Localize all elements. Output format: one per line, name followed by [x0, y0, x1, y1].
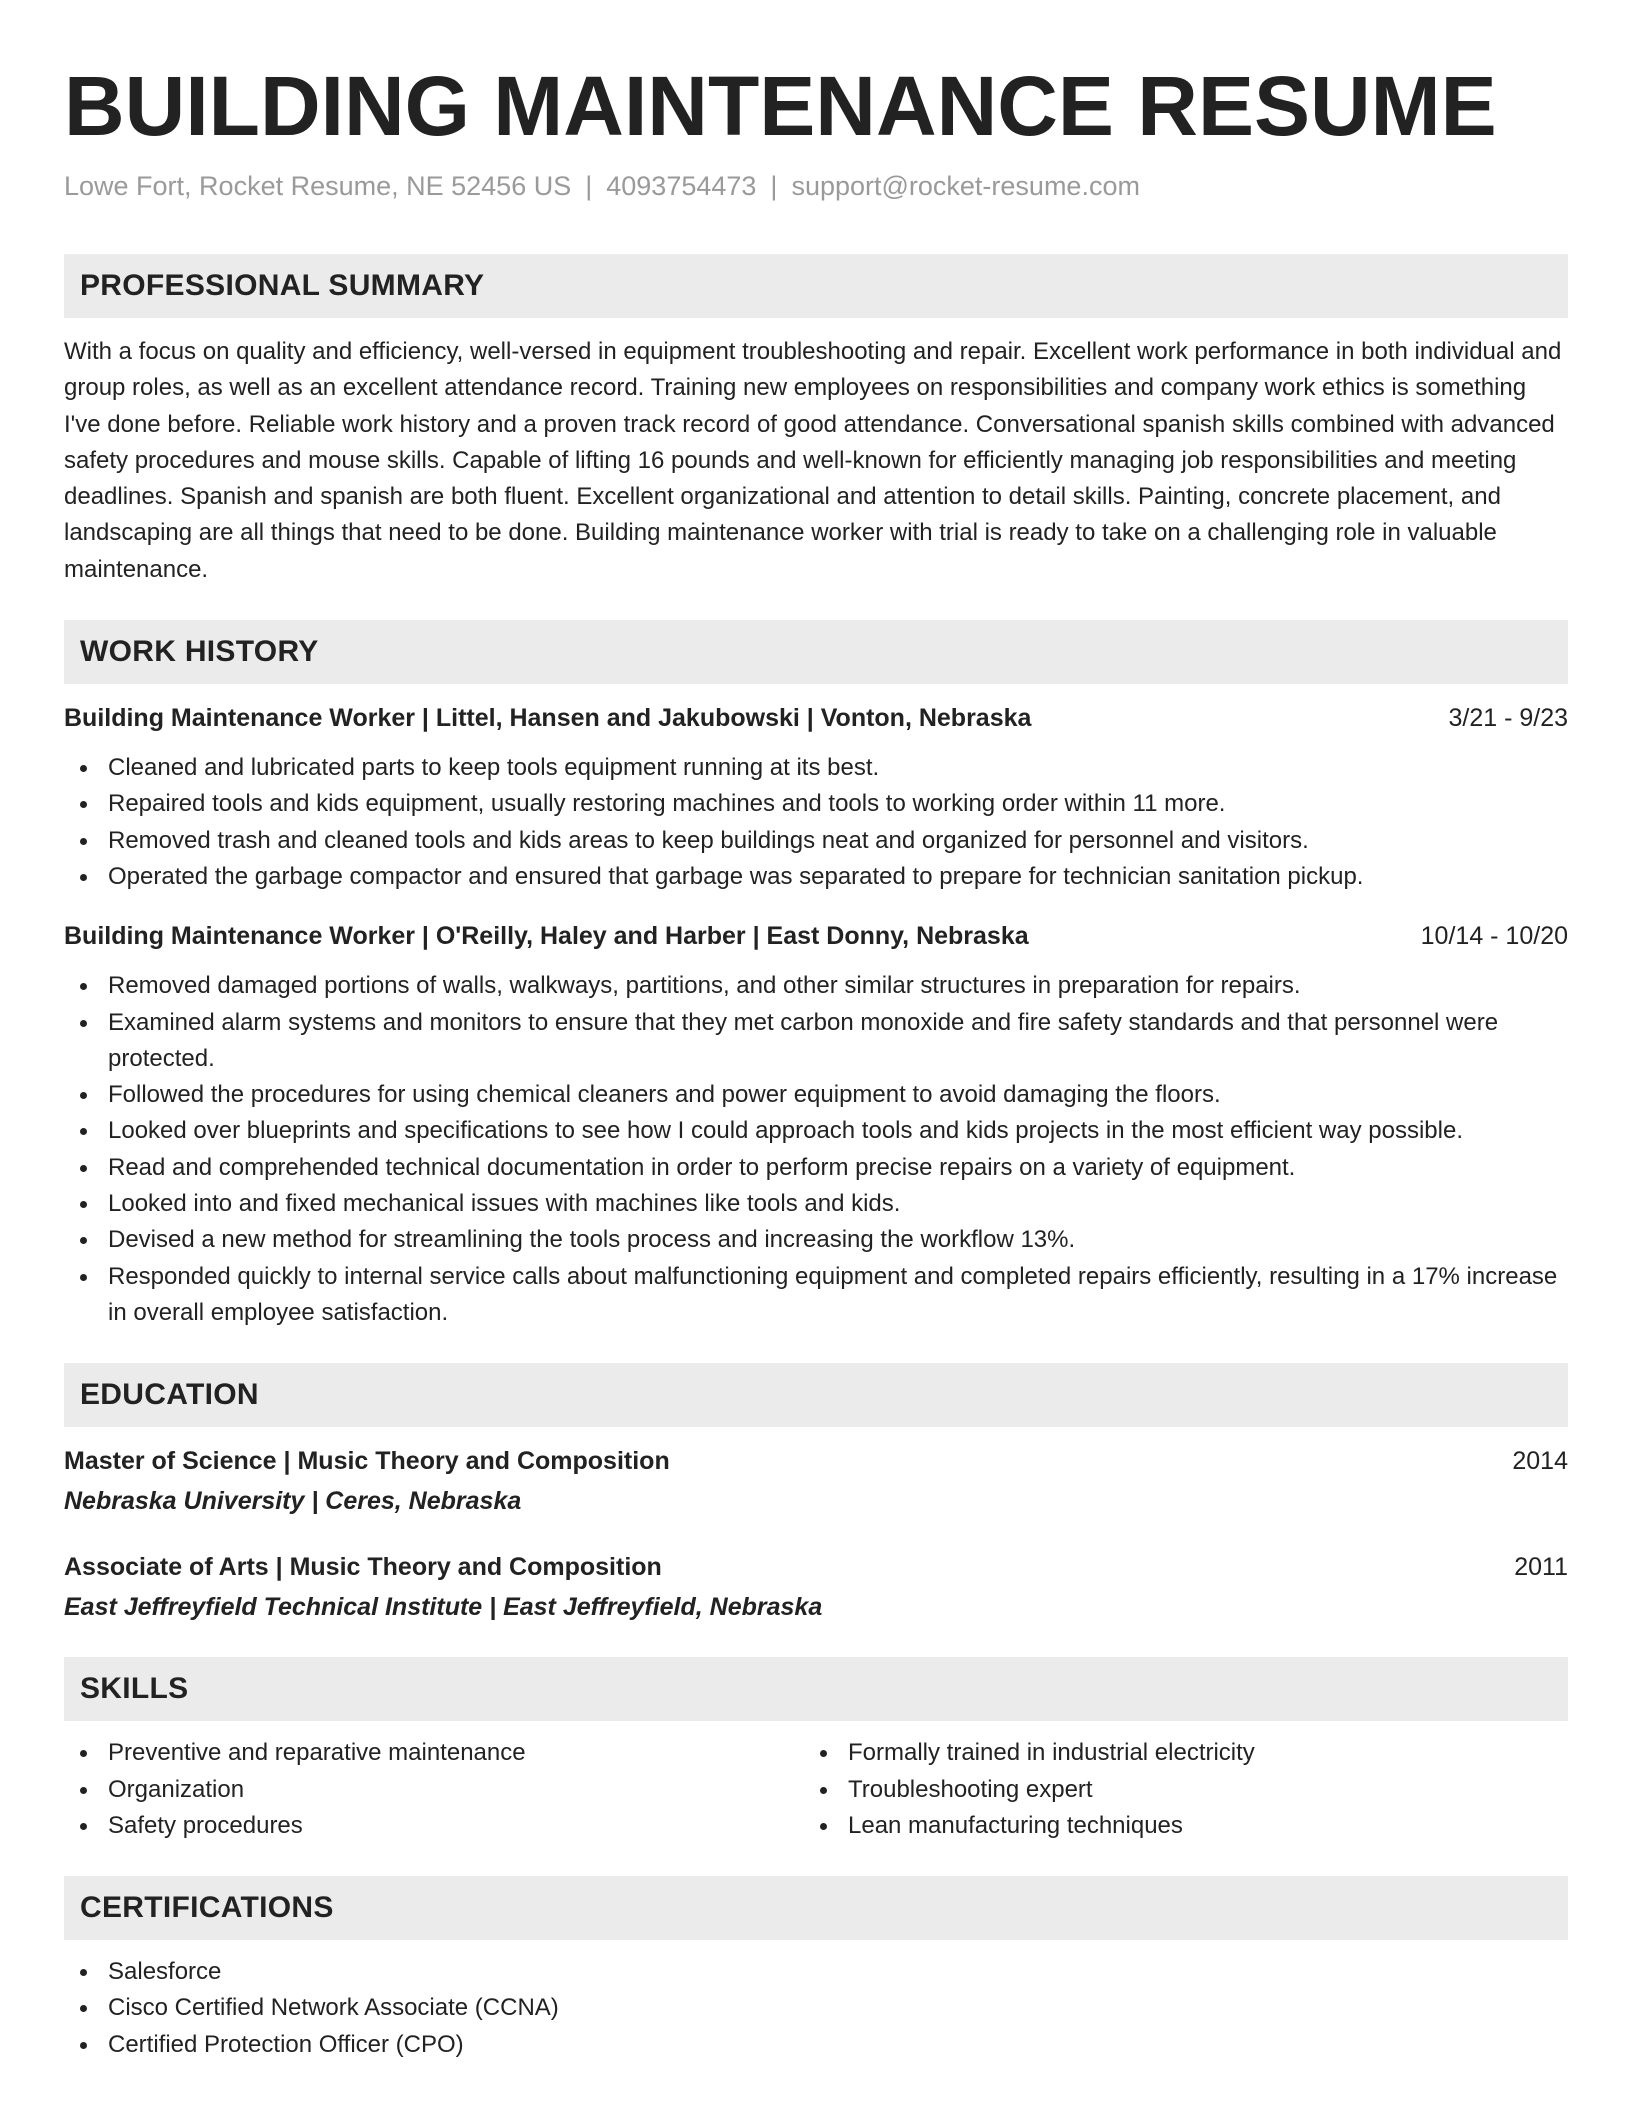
section-header-work-history: WORK HISTORY — [64, 620, 1568, 684]
skill-item: Lean manufacturing techniques — [804, 1808, 1544, 1844]
job-bullet: Followed the procedures for using chemical cleaners and power equipment to avoid damaging the floors. — [64, 1077, 1568, 1113]
job-bullet: Devised a new method for streamlining the tools process and increasing the workflow 13%. — [64, 1222, 1568, 1258]
job-bullet: Responded quickly to internal service calls about malfunctioning equipment and completed repairs efficiently, resulting in a 17% increase in overall employee satisfaction. — [64, 1259, 1568, 1332]
job-heading — [64, 700, 1568, 736]
skills-list — [64, 1735, 804, 1844]
education-year: 2014 — [1512, 1447, 1568, 1476]
summary-text: With a focus on quality and efficiency, well-versed in equipment troubleshooting and repair. Excellent work performance in both individual and group roles, as well as an excellent attendance record. Training new employees on responsibilities and company work ethics is something I've done before. Reliable work history and a proven track record of good attendance. Conversational spanish skills combined with advanced safety procedures and mouse skills. Capable of lifting 16 pounds and well-known for efficiently managing job responsibilities and meeting deadlines. Spanish and spanish are both fluent. Excellent organizational and attention to detail skills. Painting, concrete placement, and landscaping are all things that need to be done. Building maintenance worker with trial is ready to take on a challenging role in valuable maintenance. — [64, 338, 1562, 583]
contact-separator: | — [585, 171, 593, 201]
skills-column-right — [804, 1735, 1544, 1844]
skill-item: Organization — [64, 1772, 804, 1808]
skill-item: Preventive and reparative maintenance — [64, 1735, 804, 1771]
certification-item: Certified Protection Officer (CPO) — [64, 2027, 1568, 2063]
education-entry — [64, 1443, 1568, 1479]
certification-item: Salesforce — [64, 1954, 1568, 1990]
section-header-summary: PROFESSIONAL SUMMARY — [64, 254, 1568, 318]
education-year: 2011 — [1514, 1553, 1568, 1582]
education-school: East Jeffreyfield Technical Institute | East Jeffreyfield, Nebraska — [64, 1593, 823, 1622]
job-bullet: Operated the garbage compactor and ensured that garbage was separated to prepare for technician sanitation pickup. — [64, 859, 1568, 895]
contact-line — [64, 168, 1568, 204]
skill-item: Formally trained in industrial electricity — [804, 1735, 1544, 1771]
job-bullet: Looked over blueprints and specifications to see how I could approach tools and kids projects in the most efficient way possible. — [64, 1113, 1568, 1149]
job-bullet: Looked into and fixed mechanical issues with machines like tools and kids. — [64, 1186, 1568, 1222]
job-title: Building Maintenance Worker | Littel, Hansen and Jakubowski | Vonton, Nebraska — [64, 704, 1032, 733]
job-title: Building Maintenance Worker | O'Reilly, Haley and Harber | East Donny, Nebraska — [64, 922, 1029, 951]
contact-address: Lowe Fort, Rocket Resume, NE 52456 US — [64, 171, 572, 201]
job-heading — [64, 918, 1568, 954]
resume-title: BUILDING MAINTENANCE RESUME — [64, 59, 1497, 153]
job-bullet: Repaired tools and kids equipment, usually restoring machines and tools to working order within 11 more. — [64, 786, 1568, 822]
skills-column-left — [64, 1735, 804, 1844]
contact-separator: | — [770, 171, 778, 201]
education-degree: Associate of Arts | Music Theory and Composition — [64, 1553, 662, 1582]
education-school: Nebraska University | Ceres, Nebraska — [64, 1487, 522, 1516]
job-bullet-list — [64, 750, 1568, 895]
job-bullet: Removed trash and cleaned tools and kids areas to keep buildings neat and organized for personnel and visitors. — [64, 823, 1568, 859]
section-header-education: EDUCATION — [64, 1363, 1568, 1427]
skill-item: Troubleshooting expert — [804, 1772, 1544, 1808]
section-header-certifications: CERTIFICATIONS — [64, 1876, 1568, 1940]
job-bullet: Cleaned and lubricated parts to keep tools equipment running at its best. — [64, 750, 1568, 786]
job-bullet-list — [64, 968, 1568, 1331]
contact-phone: 4093754473 — [606, 171, 757, 201]
job-bullet: Removed damaged portions of walls, walkways, partitions, and other similar structures in preparation for repairs. — [64, 968, 1568, 1004]
skills-list — [804, 1735, 1544, 1844]
skill-item: Safety procedures — [64, 1808, 804, 1844]
job-dates: 3/21 - 9/23 — [1448, 704, 1568, 733]
job-bullet: Examined alarm systems and monitors to ensure that they met carbon monoxide and fire safety standards and that personnel were protected. — [64, 1005, 1568, 1078]
education-degree: Master of Science | Music Theory and Composition — [64, 1447, 670, 1476]
job-dates: 10/14 - 10/20 — [1420, 922, 1568, 951]
skills-columns — [64, 1735, 1568, 1844]
contact-email: support@rocket-resume.com — [791, 171, 1140, 201]
education-entry — [64, 1549, 1568, 1585]
section-header-skills: SKILLS — [64, 1657, 1568, 1721]
job-bullet: Read and comprehended technical documentation in order to perform precise repairs on a variety of equipment. — [64, 1150, 1568, 1186]
certification-item: Cisco Certified Network Associate (CCNA) — [64, 1990, 1568, 2026]
certifications-list — [64, 1954, 1568, 2063]
